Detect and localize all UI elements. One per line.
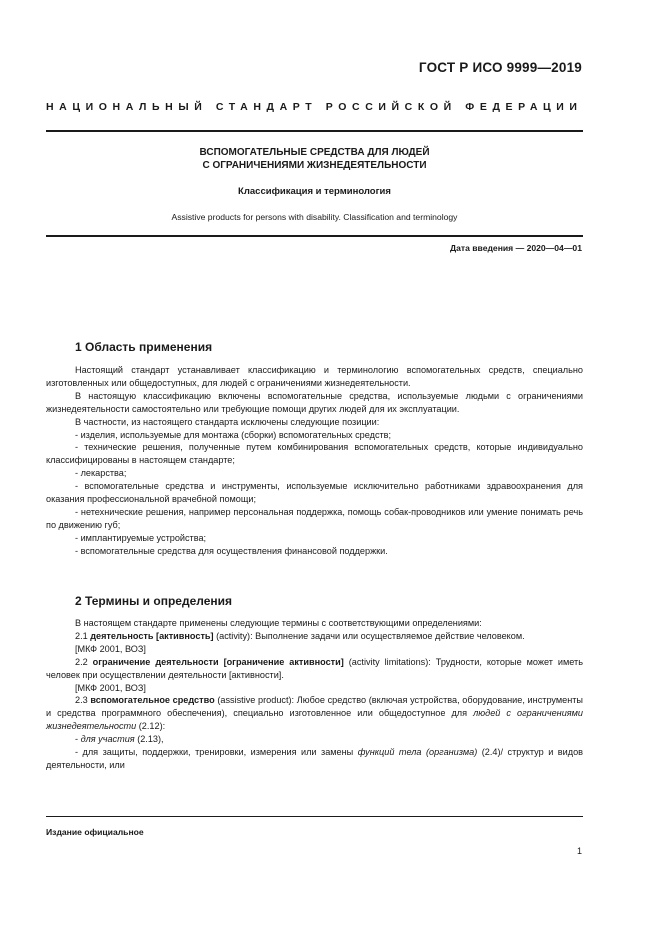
term-reference: функций тела (организма) bbox=[357, 747, 478, 758]
title-line-1: ВСПОМОГАТЕЛЬНЫЕ СРЕДСТВА ДЛЯ ЛЮДЕЙ bbox=[199, 147, 430, 158]
section-2-body bbox=[46, 617, 583, 772]
list-item: - нетехнические решения, например персональная поддержка, помощь собак-проводников или умение понимать речь по движению губ; bbox=[46, 506, 583, 530]
document-subtitle: Классификация и терминология bbox=[238, 186, 391, 197]
term-source: [МКФ 2001, ВОЗ] bbox=[75, 682, 146, 693]
term-2-2 bbox=[46, 656, 583, 682]
list-item bbox=[46, 746, 583, 772]
official-edition-label: Издание официальное bbox=[46, 827, 144, 837]
paragraph: Настоящий стандарт устанавливает классификацию и терминологию вспомогательных средств, специально изготовленных или общедоступных, для людей с ограничениями жизнедеятельности. bbox=[46, 365, 583, 388]
national-standard-banner: НАЦИОНАЛЬНЫЙ СТАНДАРТ РОССИЙСКОЙ ФЕДЕРАЦИИ bbox=[46, 101, 583, 113]
paragraph: В настоящую классификацию включены вспомогательные средства, используемые людьми с ограничениями жизнедеятельности самостоятельно или требующие помощи других людей для их эксплуатации. bbox=[46, 390, 583, 414]
term-number: 2.2 bbox=[75, 656, 93, 667]
term-2-1 bbox=[46, 630, 583, 643]
list-item: - лекарства; bbox=[75, 468, 127, 479]
list-item bbox=[46, 733, 583, 746]
section-1-body bbox=[46, 364, 583, 558]
term-source: [МКФ 2001, ВОЗ] bbox=[75, 643, 146, 654]
term-definition: (activity): Выполнение задачи или осуществляемое действие человеком. bbox=[213, 630, 525, 641]
list-item: - вспомогательные средства и инструменты, используемые исключительно работниками здравоохранения для оказания профессиональной врачебной помощи; bbox=[46, 481, 583, 505]
title-line-2: С ОГРАНИЧЕНИЯМИ ЖИЗНЕДЕЯТЕЛЬНОСТИ bbox=[202, 160, 427, 171]
list-item: - имплантируемые устройства; bbox=[75, 532, 207, 543]
top-rule bbox=[46, 130, 583, 132]
page-number: 1 bbox=[576, 846, 582, 856]
gost-code: ГОСТ Р ИСО 9999—2019 bbox=[418, 60, 582, 75]
paragraph: В настоящем стандарте применены следующие термины с соответствующими определениями: bbox=[75, 618, 482, 628]
document-title bbox=[46, 146, 583, 172]
english-title: Assistive products for persons with disability. Classification and terminology bbox=[171, 212, 458, 222]
term-number: 2.1 bbox=[75, 630, 91, 641]
list-item: - вспомогательные средства для осуществления финансовой поддержки. bbox=[75, 545, 388, 556]
term-ref-number: (2.12): bbox=[136, 721, 166, 732]
term-reference: людей с ограничениями жизнедеятельности bbox=[46, 708, 583, 732]
term-2-3 bbox=[46, 694, 583, 733]
section-2-heading: 2 Термины и определения bbox=[75, 594, 233, 608]
term-name: деятельность [активность] bbox=[90, 630, 214, 641]
section-1-heading: 1 Область применения bbox=[75, 340, 213, 354]
list-dash: - bbox=[75, 734, 81, 745]
list-item: - изделия, используемые для монтажа (сборки) вспомогательных средств; bbox=[75, 429, 392, 440]
middle-rule bbox=[46, 235, 583, 237]
term-name: ограничение деятельности [ограничение активности] bbox=[92, 656, 344, 667]
list-item: - технические решения, полученные путем комбинирования вспомогательных средств, которые индивидуально классифицированы в настоящем стандарте; bbox=[46, 442, 583, 466]
term-reference: для участия bbox=[80, 734, 135, 745]
term-number: 2.3 bbox=[75, 695, 91, 706]
footer-rule bbox=[46, 816, 583, 817]
list-text: (2.4)/ структур и видов деятельности, или bbox=[46, 747, 583, 770]
introduction-date: Дата введения — 2020—04—01 bbox=[449, 243, 582, 253]
term-definition: (activity limitations): Трудности, которые может иметь человек при осуществлении деятельности [активности]. bbox=[46, 656, 583, 680]
term-definition: (assistive product): Любое средство (включая устройства, оборудование, инструменты и средства программного обеспечения), специально изготовленное или общедоступное для bbox=[46, 695, 583, 719]
term-ref-number: (2.13), bbox=[134, 734, 164, 745]
list-text: - для защиты, поддержки, тренировки, измерения или замены bbox=[75, 747, 358, 758]
paragraph: В частности, из настоящего стандарта исключены следующие позиции: bbox=[75, 416, 380, 427]
term-name: вспомогательное средство bbox=[90, 695, 215, 706]
